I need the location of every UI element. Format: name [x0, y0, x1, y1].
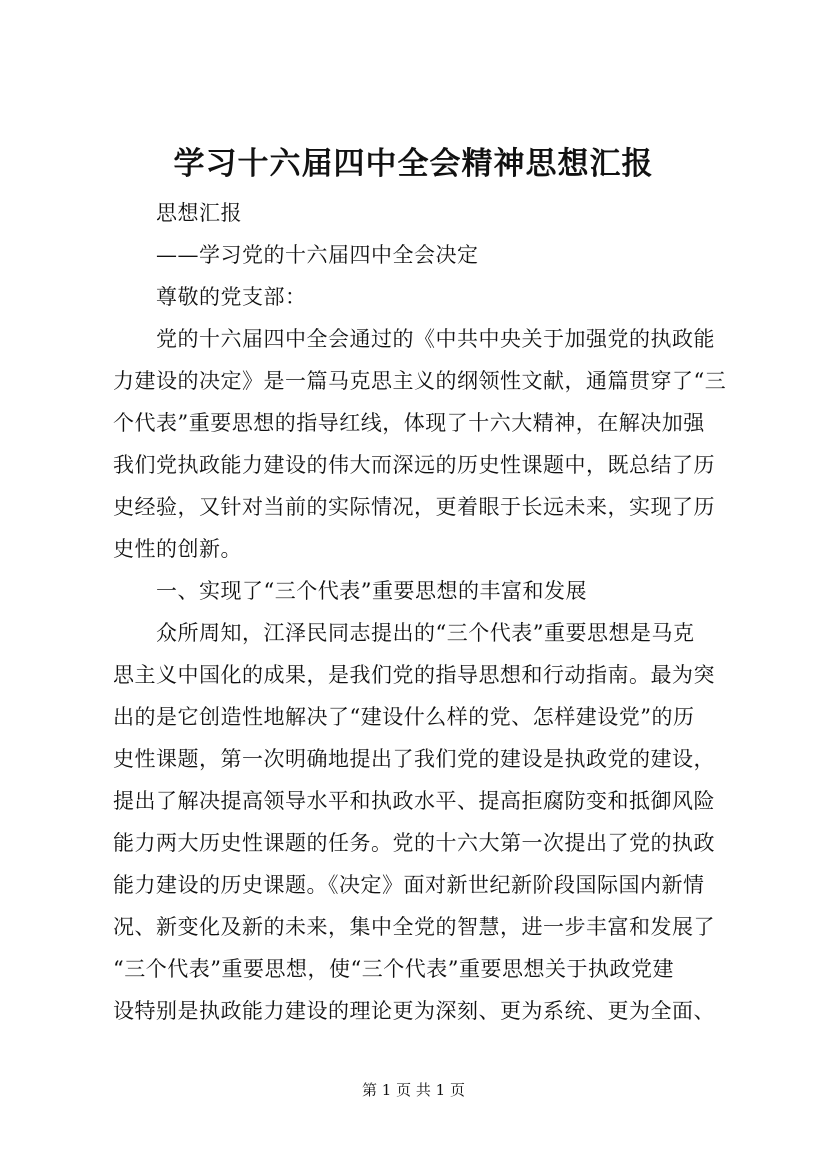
text-line: 况、新变化及新的未来，集中全党的智慧，进一步丰富和发展了	[113, 915, 715, 939]
text-line: 思主义中国化的成果，是我们党的指导思想和行动指南。最为突	[113, 663, 715, 687]
text-line: 史性的创新。	[113, 537, 242, 561]
text-line: 能力两大历史性课题的任务。党的十六大第一次提出了党的执政	[113, 831, 715, 855]
text-line: 尊敬的党支部：	[156, 285, 307, 309]
text-line: 能力建设的历史课题。《决定》面对新世纪新阶段国际国内新情	[113, 873, 705, 897]
text-line: 我们党执政能力建设的伟大而深远的历史性课题中，既总结了历	[113, 453, 715, 477]
text-line: 史性课题，第一次明确地提出了我们党的建设是执政党的建设，	[113, 747, 715, 771]
text-line: 出的是它创造性地解决了“建设什么样的党、怎样建设党”的历	[113, 705, 695, 729]
text-line: ——学习党的十六届四中全会决定	[156, 243, 479, 267]
section-heading: 一、实现了“三个代表”重要思想的丰富和发展	[156, 579, 587, 603]
text-line: 思想汇报	[156, 201, 242, 225]
text-line: 史经验，又针对当前的实际情况，更着眼于长远未来，实现了历	[113, 495, 715, 519]
text-line: 设特别是执政能力建设的理论更为深刻、更为系统、更为全面、	[113, 999, 715, 1023]
text-line: “三个代表”重要思想，使“三个代表”重要思想关于执政党建	[113, 957, 674, 981]
text-line: 力建设的决定》是一篇马克思主义的纲领性文献，通篇贯穿了“三	[113, 369, 727, 393]
text-line: 党的十六届四中全会通过的《中共中央关于加强党的执政能	[156, 327, 715, 351]
document-title: 学习十六届四中全会精神思想汇报	[173, 146, 654, 182]
text-line: 众所周知，江泽民同志提出的“三个代表”重要思想是马克	[156, 621, 695, 645]
page-number-footer: 第 1 页 共 1 页	[362, 1081, 465, 1099]
text-line: 提出了解决提高领导水平和执政水平、提高拒腐防变和抵御风险	[113, 789, 715, 813]
text-line: 个代表”重要思想的指导红线，体现了十六大精神，在解决加强	[113, 411, 705, 435]
